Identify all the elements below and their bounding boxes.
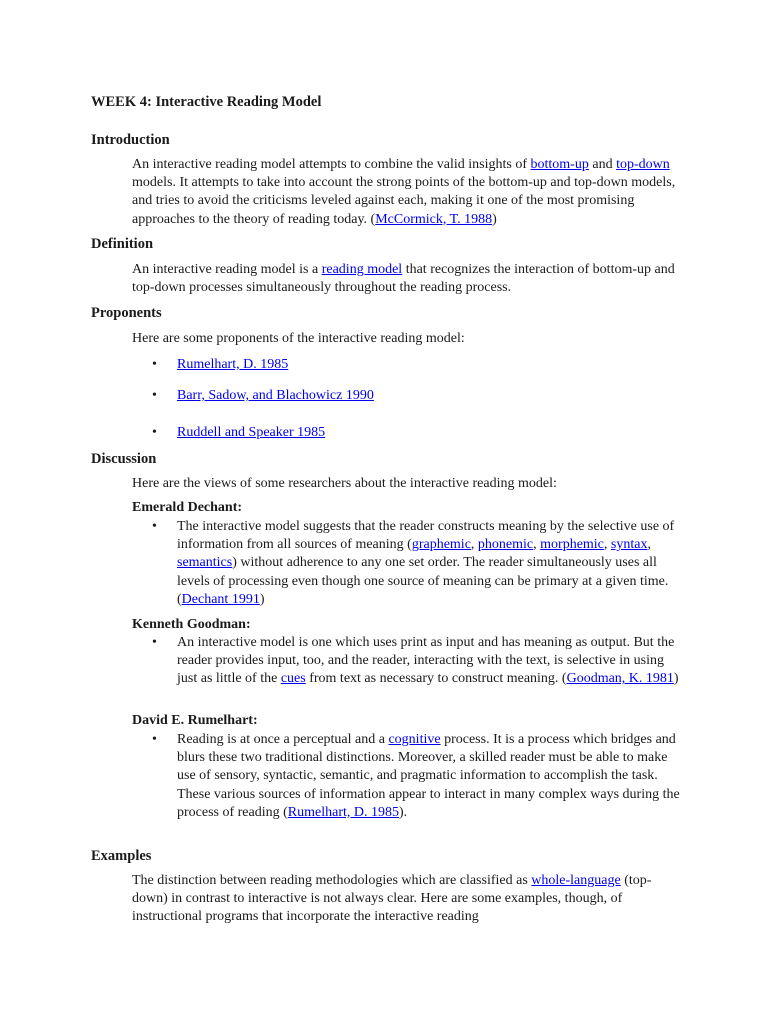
list-item <box>152 356 682 374</box>
syntax-link[interactable]: syntax <box>610 537 648 553</box>
proponent-link[interactable]: Rumelhart, D. 1985 <box>177 357 289 372</box>
quote-text: The interactive model suggests that the reader constructs meaning by the selective use of information from all sources of meaning ( <box>177 519 675 553</box>
rumelhart-link[interactable]: Rumelhart, D. 1985 <box>287 804 400 820</box>
bullet-icon: • <box>152 357 157 372</box>
examples-paragraph <box>132 872 680 927</box>
introduction-heading: Introduction <box>91 132 170 148</box>
goodman-link[interactable]: Goodman, K. 1981 <box>566 671 674 687</box>
definition-text: An interactive reading model is a <box>132 262 322 277</box>
discussion-intro: Here are the views of some researchers about the interactive reading model: <box>132 476 557 491</box>
definition-heading: Definition <box>91 236 154 252</box>
graphemic-link[interactable]: graphemic <box>411 537 471 553</box>
definition-text: that recognizes the interaction of bottom-up and top-down processes simultaneously throughout the reading process. <box>132 262 675 296</box>
top-down-link[interactable]: top-down <box>616 157 670 172</box>
definition-paragraph <box>132 261 680 297</box>
examples-heading: Examples <box>91 848 152 864</box>
introduction-text: models. It attempts to take into account the strong points of the bottom-up and top-down models, and tries to avoid the criticisms leveled against each, making it one of the most promising approaches to the theory of reading today. ( <box>132 175 676 227</box>
proponent-link[interactable]: Ruddell and Speaker 1985 <box>177 425 326 440</box>
introduction-text: An interactive reading model attempts to combine the valid insights of <box>132 157 531 172</box>
introduction-text: and <box>588 157 617 172</box>
whole-language-link[interactable]: whole-language <box>531 873 621 888</box>
list-item <box>152 387 682 405</box>
separator: , <box>470 537 478 553</box>
list-item <box>152 518 682 609</box>
morphemic-link[interactable]: morphemic <box>540 537 604 553</box>
bullet-icon: • <box>152 425 157 440</box>
mccormick-link[interactable]: McCormick, T. 1988 <box>375 211 493 227</box>
quote-text: ) without adherence to any one set order. The reader simultaneously uses all levels of processing even though one source of meaning can be primary at a given time. ( <box>177 555 669 607</box>
dechant-link[interactable]: Dechant 1991 <box>181 591 260 607</box>
quote-text: process. It is a process which bridges and blurs these two traditional distinctions. Moreover, a skilled reader must be able to make use of sensory, syntactic, semantic, and pragmatic information to accomplish the task. These various sources of information appear to interact in many complex ways during the process of reading ( <box>177 732 680 820</box>
semantics-link[interactable]: semantics <box>177 555 233 571</box>
phonemic-link[interactable]: phonemic <box>477 537 534 553</box>
list-item <box>152 634 682 689</box>
cognitive-link[interactable]: cognitive <box>388 732 441 747</box>
quote-text: from text as necessary to construct meaning. ( <box>305 671 567 687</box>
quote-text <box>177 634 682 689</box>
quote-text: Reading is at once a perceptual and a <box>177 732 389 747</box>
researcher-name: David E. Rumelhart: <box>132 713 258 728</box>
cues-link[interactable]: cues <box>280 671 306 687</box>
researcher-name: Kenneth Goodman: <box>132 617 251 632</box>
bullet-icon: • <box>152 732 157 747</box>
list-item <box>152 731 682 822</box>
quote-text: ) <box>673 671 679 687</box>
introduction-paragraph <box>132 156 680 229</box>
reading-model-link[interactable]: reading model <box>321 262 403 277</box>
quote-text: ) <box>259 591 265 607</box>
examples-text: (top-down) in contrast to interactive is not always clear. Here are some examples, though, of instructional programs that incorporate the interactive reading <box>132 873 652 925</box>
proponents-intro: Here are some proponents of the interactive reading model: <box>132 331 465 346</box>
bottom-up-link[interactable]: bottom-up <box>530 157 589 172</box>
discussion-heading: Discussion <box>91 451 157 467</box>
page-title: WEEK 4: Interactive Reading Model <box>91 94 322 110</box>
quote-text: An interactive model is one which uses print as input and has meaning as output. But the reader provides input, too, and the reader, interacting with the text, is selective in using just as little of the <box>177 635 675 687</box>
examples-text: The distinction between reading methodologies which are classified as <box>132 873 532 888</box>
proponents-heading: Proponents <box>91 305 162 321</box>
proponent-link[interactable]: Barr, Sadow, and Blachowicz 1990 <box>177 388 374 403</box>
bullet-icon: • <box>152 388 157 403</box>
separator: , <box>533 537 541 553</box>
introduction-text: ) <box>492 211 497 227</box>
quote-text <box>177 731 682 822</box>
bullet-icon: • <box>152 519 157 534</box>
quote-text <box>177 518 682 609</box>
bullet-icon: • <box>152 635 157 650</box>
separator: , <box>647 537 651 553</box>
quote-text: ). <box>399 804 408 820</box>
researcher-name: Emerald Dechant: <box>132 500 243 515</box>
list-item <box>152 424 682 442</box>
separator: , <box>603 537 611 553</box>
